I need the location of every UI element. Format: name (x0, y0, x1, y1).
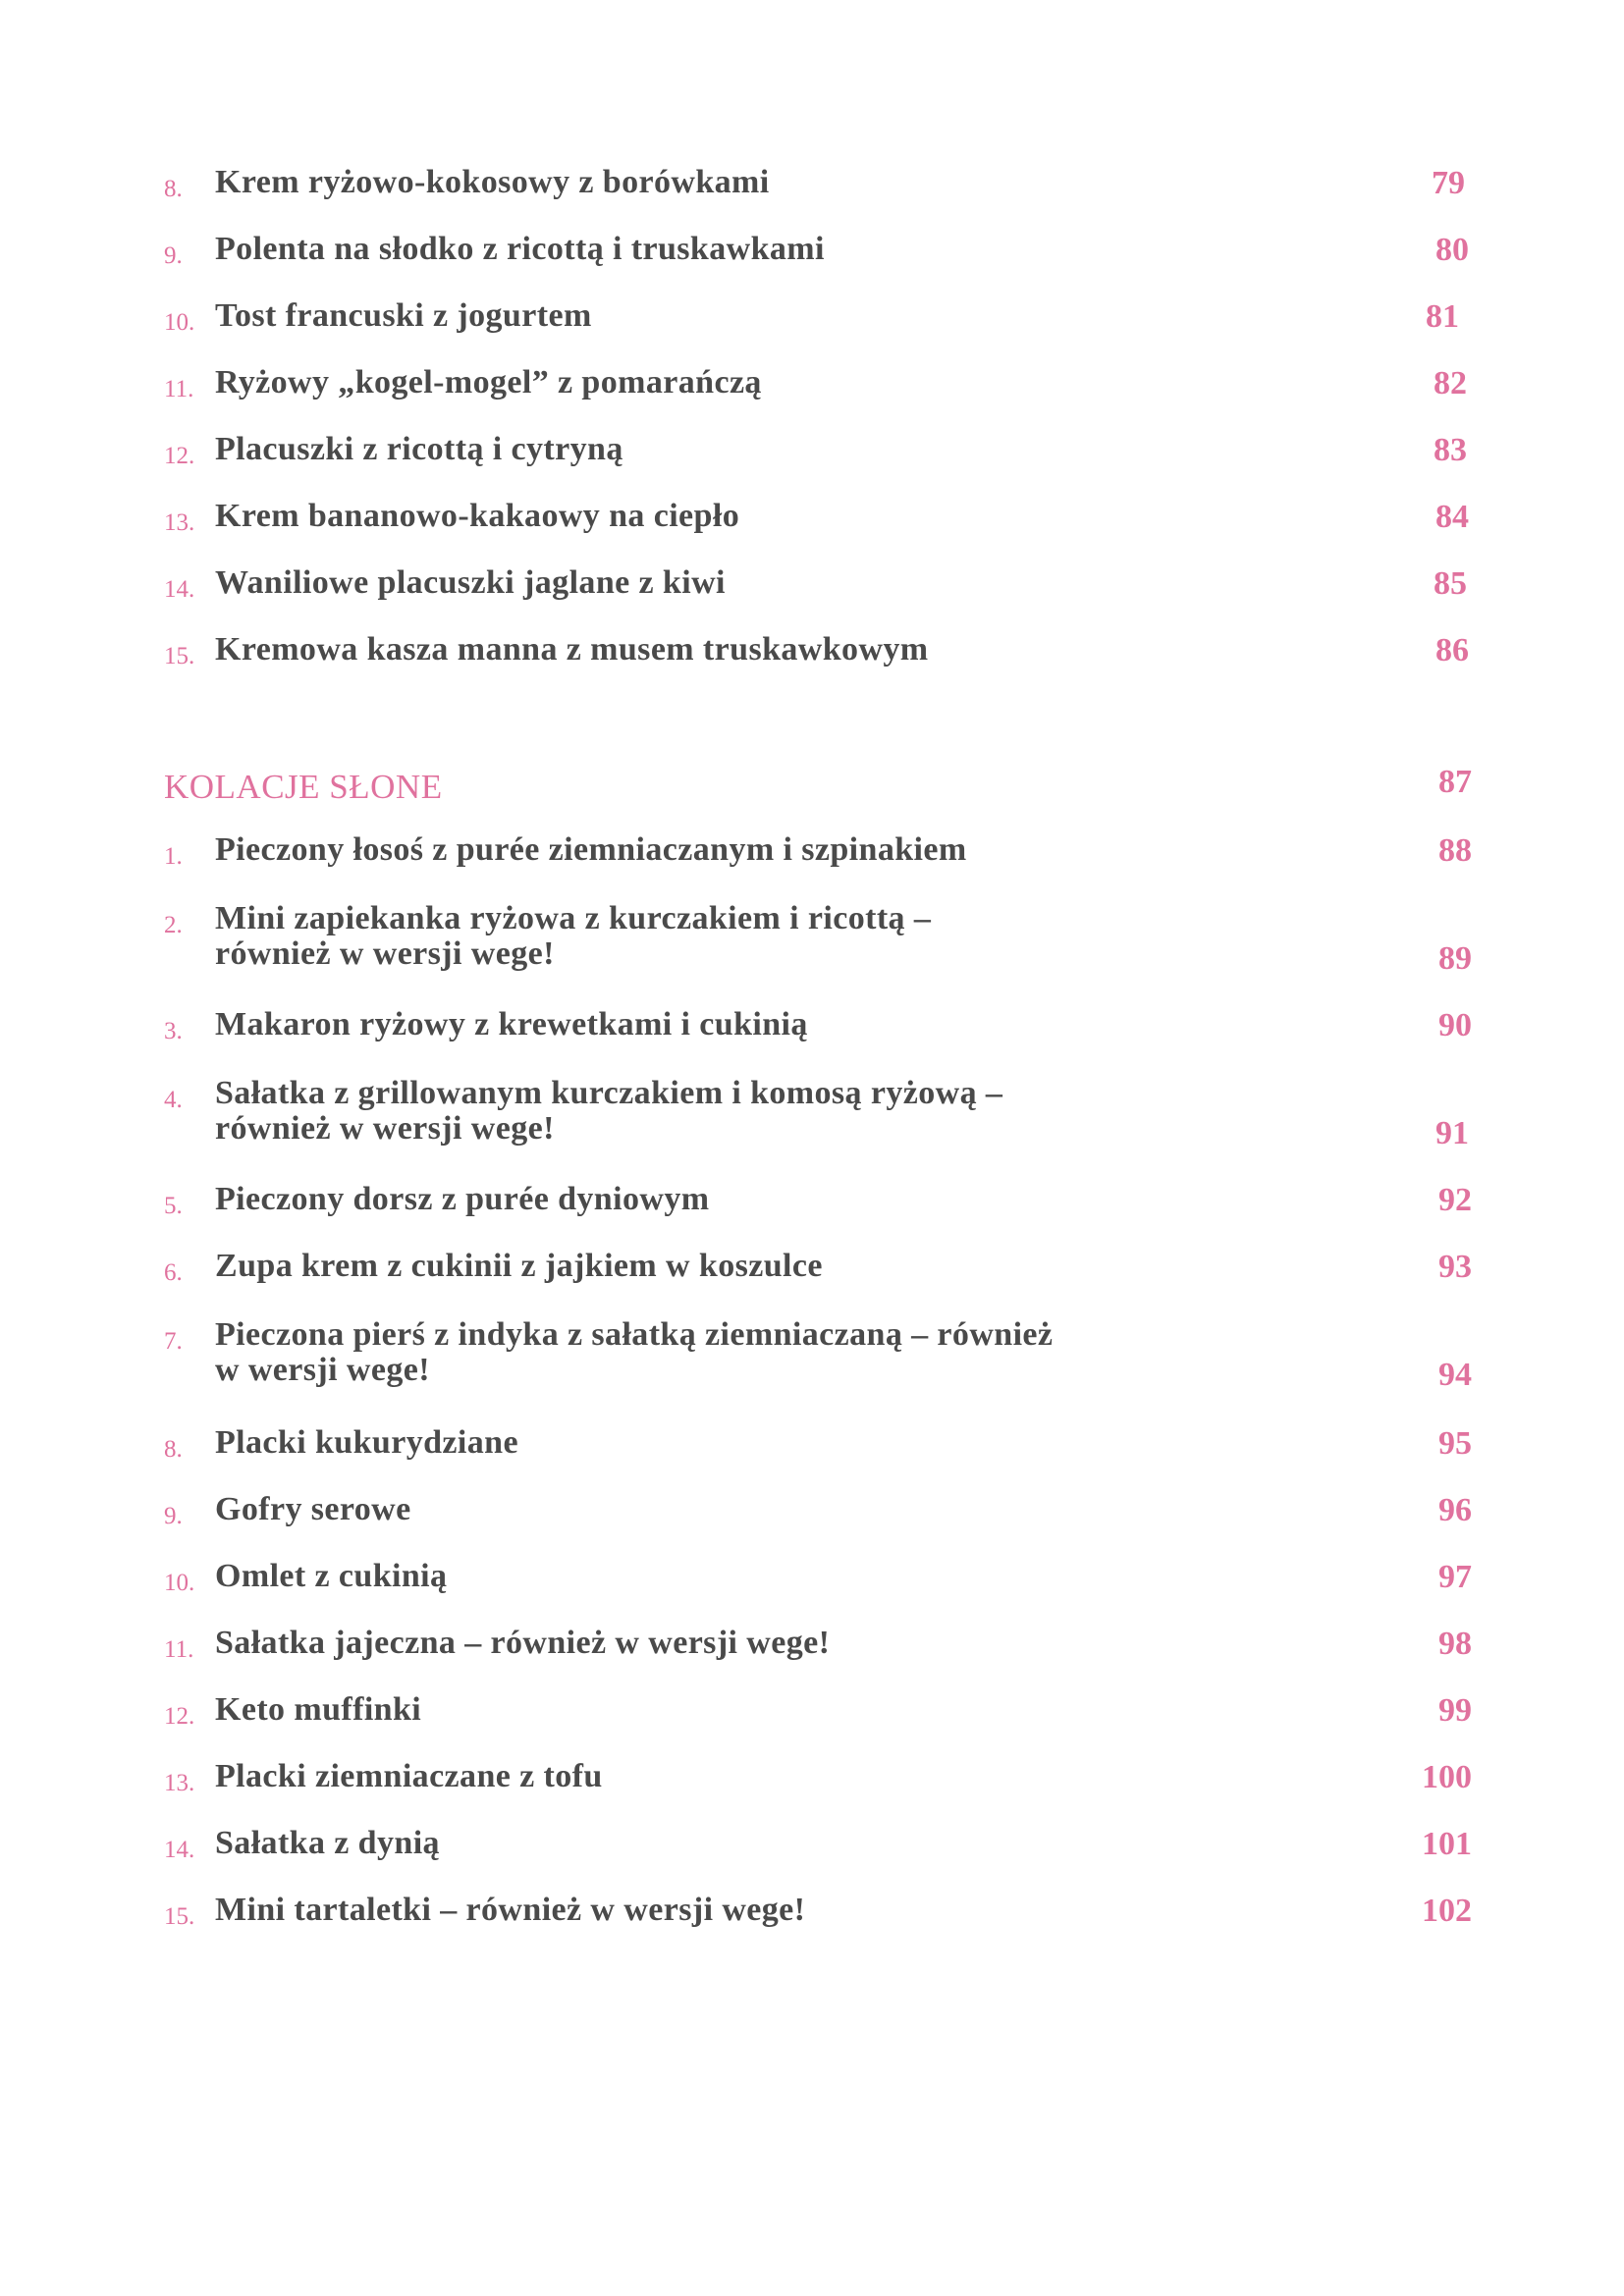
entry-number: 2. (164, 912, 183, 938)
entry-title: Krem bananowo-kakaowy na ciepło (215, 498, 740, 534)
entry-page-number: 99 (1438, 1692, 1472, 1729)
entry-title: Pieczony dorsz z purée dyniowym (215, 1181, 710, 1217)
entry-number: 4. (164, 1087, 183, 1113)
entry-number: 9. (164, 242, 183, 269)
entry-page-number: 98 (1438, 1626, 1472, 1662)
entry-title: Kremowa kasza manna z musem truskawkowym (215, 631, 929, 667)
entry-page-number: 100 (1422, 1759, 1472, 1795)
entry-page-number: 89 (1438, 940, 1472, 977)
entry-title: Sałatka z dynią (215, 1825, 440, 1861)
entry-title: Pieczony łosoś z purée ziemniaczanym i szpinakiem (215, 831, 967, 868)
entry-title: Gofry serowe (215, 1491, 411, 1527)
entry-title: Sałatka jajeczna – również w wersji wege! (215, 1625, 831, 1661)
entry-page-number: 84 (1435, 499, 1469, 535)
entry-number: 9. (164, 1503, 183, 1529)
entry-number: 13. (164, 509, 195, 536)
entry-page-number: 81 (1426, 298, 1459, 335)
entry-title: Zupa krem z cukinii z jajkiem w koszulce (215, 1248, 823, 1284)
entry-number: 12. (164, 443, 195, 469)
entry-page-number: 93 (1438, 1249, 1472, 1285)
entry-number: 10. (164, 1570, 195, 1596)
entry-page-number: 97 (1438, 1559, 1472, 1595)
entry-title: Placuszki z ricottą i cytryną (215, 431, 623, 467)
entry-number: 14. (164, 1837, 195, 1863)
entry-page-number: 96 (1438, 1492, 1472, 1528)
entry-number: 11. (164, 376, 194, 402)
entry-page-number: 94 (1438, 1357, 1472, 1393)
entry-number: 14. (164, 576, 195, 603)
entry-page-number: 79 (1432, 165, 1465, 201)
entry-number: 7. (164, 1328, 183, 1355)
section-heading[interactable]: KOLACJE SŁONE (164, 768, 443, 806)
entry-number: 12. (164, 1703, 195, 1730)
entry-page-number: 90 (1438, 1007, 1472, 1043)
entry-number: 8. (164, 176, 183, 202)
entry-title: Tost francuski z jogurtem (215, 297, 592, 334)
entry-page-number: 82 (1434, 365, 1467, 401)
entry-page-number: 88 (1438, 832, 1472, 869)
entry-title: Ryżowy „kogel-mogel” z pomarańczą (215, 364, 762, 400)
entry-page-number: 102 (1422, 1893, 1472, 1929)
entry-title: Mini tartaletki – również w wersji wege! (215, 1892, 806, 1928)
entry-number: 15. (164, 643, 195, 669)
entry-number: 13. (164, 1770, 195, 1796)
entry-title: Mini zapiekanka ryżowa z kurczakiem i ricottą – również w wersji wege! (215, 900, 932, 972)
entry-title: Polenta na słodko z ricottą i truskawkami (215, 231, 825, 267)
entry-title: Placki ziemniaczane z tofu (215, 1758, 603, 1794)
entry-title: Makaron ryżowy z krewetkami i cukinią (215, 1006, 808, 1042)
entry-page-number: 91 (1435, 1115, 1469, 1151)
entry-page-number: 85 (1434, 565, 1467, 602)
entry-number: 15. (164, 1903, 195, 1930)
entry-title: Placki kukurydziane (215, 1424, 518, 1461)
entry-page-number: 95 (1438, 1425, 1472, 1462)
entry-title: Krem ryżowo-kokosowy z borówkami (215, 164, 770, 200)
entry-number: 11. (164, 1636, 194, 1663)
entry-page-number: 83 (1434, 432, 1467, 468)
entry-title: Sałatka z grillowanym kurczakiem i komosą ryżową – również w wersji wege! (215, 1075, 1003, 1147)
entry-title: Waniliowe placuszki jaglane z kiwi (215, 564, 726, 601)
entry-title: Keto muffinki (215, 1691, 422, 1728)
section-page-number: 87 (1438, 764, 1472, 800)
entry-number: 5. (164, 1193, 183, 1219)
entry-page-number: 92 (1438, 1182, 1472, 1218)
entry-title: Pieczona pierś z indyka z sałatką ziemniaczaną – również w wersji wege! (215, 1316, 1054, 1388)
entry-number: 6. (164, 1259, 183, 1286)
entry-number: 1. (164, 843, 183, 870)
entry-page-number: 101 (1422, 1826, 1472, 1862)
entry-page-number: 80 (1435, 232, 1469, 268)
entry-number: 3. (164, 1018, 183, 1044)
entry-number: 8. (164, 1436, 183, 1463)
entry-title: Omlet z cukinią (215, 1558, 448, 1594)
entry-number: 10. (164, 309, 195, 336)
entry-page-number: 86 (1435, 632, 1469, 668)
